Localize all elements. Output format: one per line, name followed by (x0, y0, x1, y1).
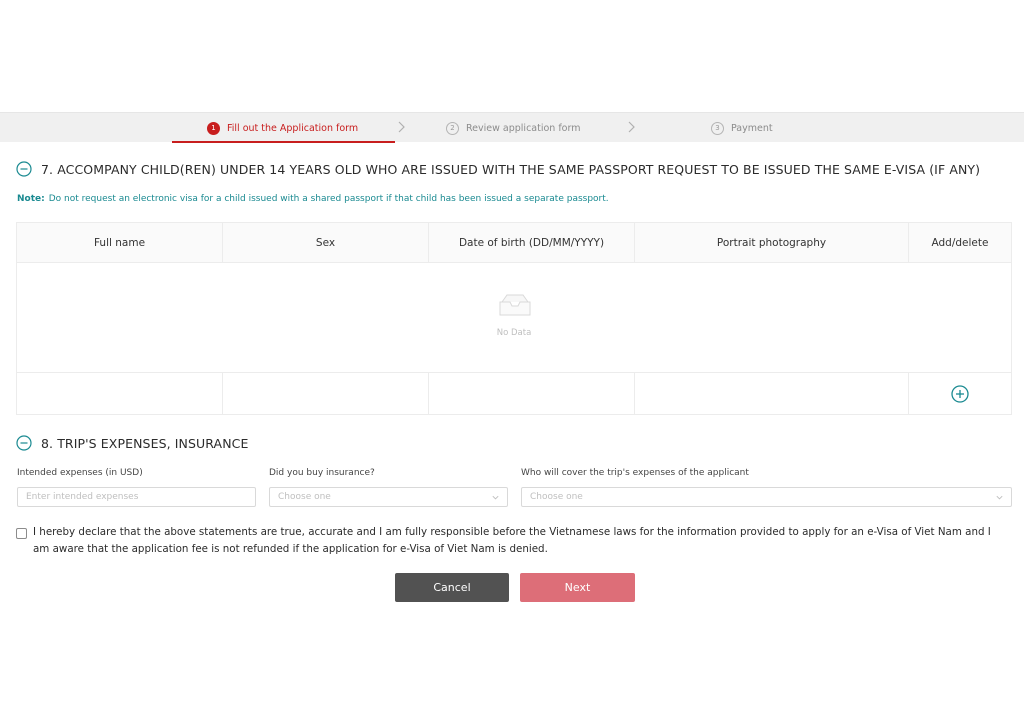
step-label: Payment (731, 122, 773, 134)
col-add-delete: Add/delete (931, 236, 989, 249)
step-number: 3 (711, 122, 724, 135)
active-step-underline (172, 141, 395, 143)
chevron-right-icon (624, 120, 638, 134)
insurance-placeholder: Choose one (278, 492, 331, 502)
table-header-row (17, 223, 1011, 263)
col-portrait-photo: Portrait photography (635, 223, 909, 262)
cell-sex (223, 373, 429, 415)
cover-label: Who will cover the trip's expenses of the applicant (521, 468, 749, 478)
section-7-note (17, 194, 609, 204)
insurance-label: Did you buy insurance? (269, 468, 375, 478)
step-number: 1 (207, 122, 220, 135)
children-table (16, 222, 1012, 415)
minus-circle-icon[interactable] (16, 435, 32, 451)
declaration-checkbox[interactable] (16, 528, 27, 539)
step-number: 2 (446, 122, 459, 135)
step-payment[interactable] (711, 113, 773, 143)
insurance-select[interactable] (269, 487, 508, 507)
cell-full-name (17, 373, 223, 415)
col-sex: Sex (223, 223, 429, 262)
declaration-text: I hereby declare that the above statements are true, accurate and I am fully responsible before the Vietnamese laws for the information provided to apply for an e-Visa of Viet Nam and I am aware that the application fee is not refunded if the application for e-Visa of Viet Nam is denied. (33, 526, 991, 555)
expenses-field (17, 487, 256, 507)
step-review-form[interactable] (446, 113, 581, 143)
col-full-name: Full name (17, 223, 223, 262)
note-text: Do not request an electronic visa for a child issued with a shared passport if that child has been issued a separate passport. (48, 194, 609, 204)
expenses-label: Intended expenses (in USD) (17, 468, 143, 478)
section-7-header (16, 161, 980, 177)
next-button[interactable]: Next (520, 573, 635, 602)
step-label: Fill out the Application form (227, 122, 359, 134)
no-data-text: No Data (496, 328, 532, 338)
section-8-title: 8. TRIP'S EXPENSES, INSURANCE (41, 435, 249, 451)
col-date-of-birth: Date of birth (DD/MM/YYYY) (429, 223, 635, 262)
chevron-down-icon (491, 493, 500, 502)
step-label: Review application form (466, 122, 581, 134)
inbox-icon (498, 292, 532, 318)
step-fill-form[interactable] (207, 113, 358, 143)
section-7-title: 7. ACCOMPANY CHILD(REN) UNDER 14 YEARS OLD WHO ARE ISSUED WITH THE SAME PASSPORT REQUEST TO BE ISSUED THE SAME E-VISA (IF ANY) (41, 161, 981, 177)
cover-select[interactable] (521, 487, 1012, 507)
expenses-input[interactable] (26, 492, 255, 502)
table-empty-state (17, 262, 1011, 373)
table-row (17, 373, 1011, 415)
chevron-down-icon (995, 493, 1004, 502)
cover-placeholder: Choose one (530, 492, 583, 502)
cell-date-of-birth (429, 373, 635, 415)
top-blank-area (0, 0, 1024, 112)
minus-circle-icon[interactable] (16, 161, 32, 177)
chevron-right-icon (394, 120, 408, 134)
progress-stepper (0, 112, 1024, 142)
cancel-button[interactable]: Cancel (395, 573, 509, 602)
section-8-header (16, 435, 248, 451)
plus-circle-icon[interactable] (951, 385, 969, 403)
note-label: Note: (17, 194, 45, 204)
cell-portrait-photo (635, 373, 909, 415)
